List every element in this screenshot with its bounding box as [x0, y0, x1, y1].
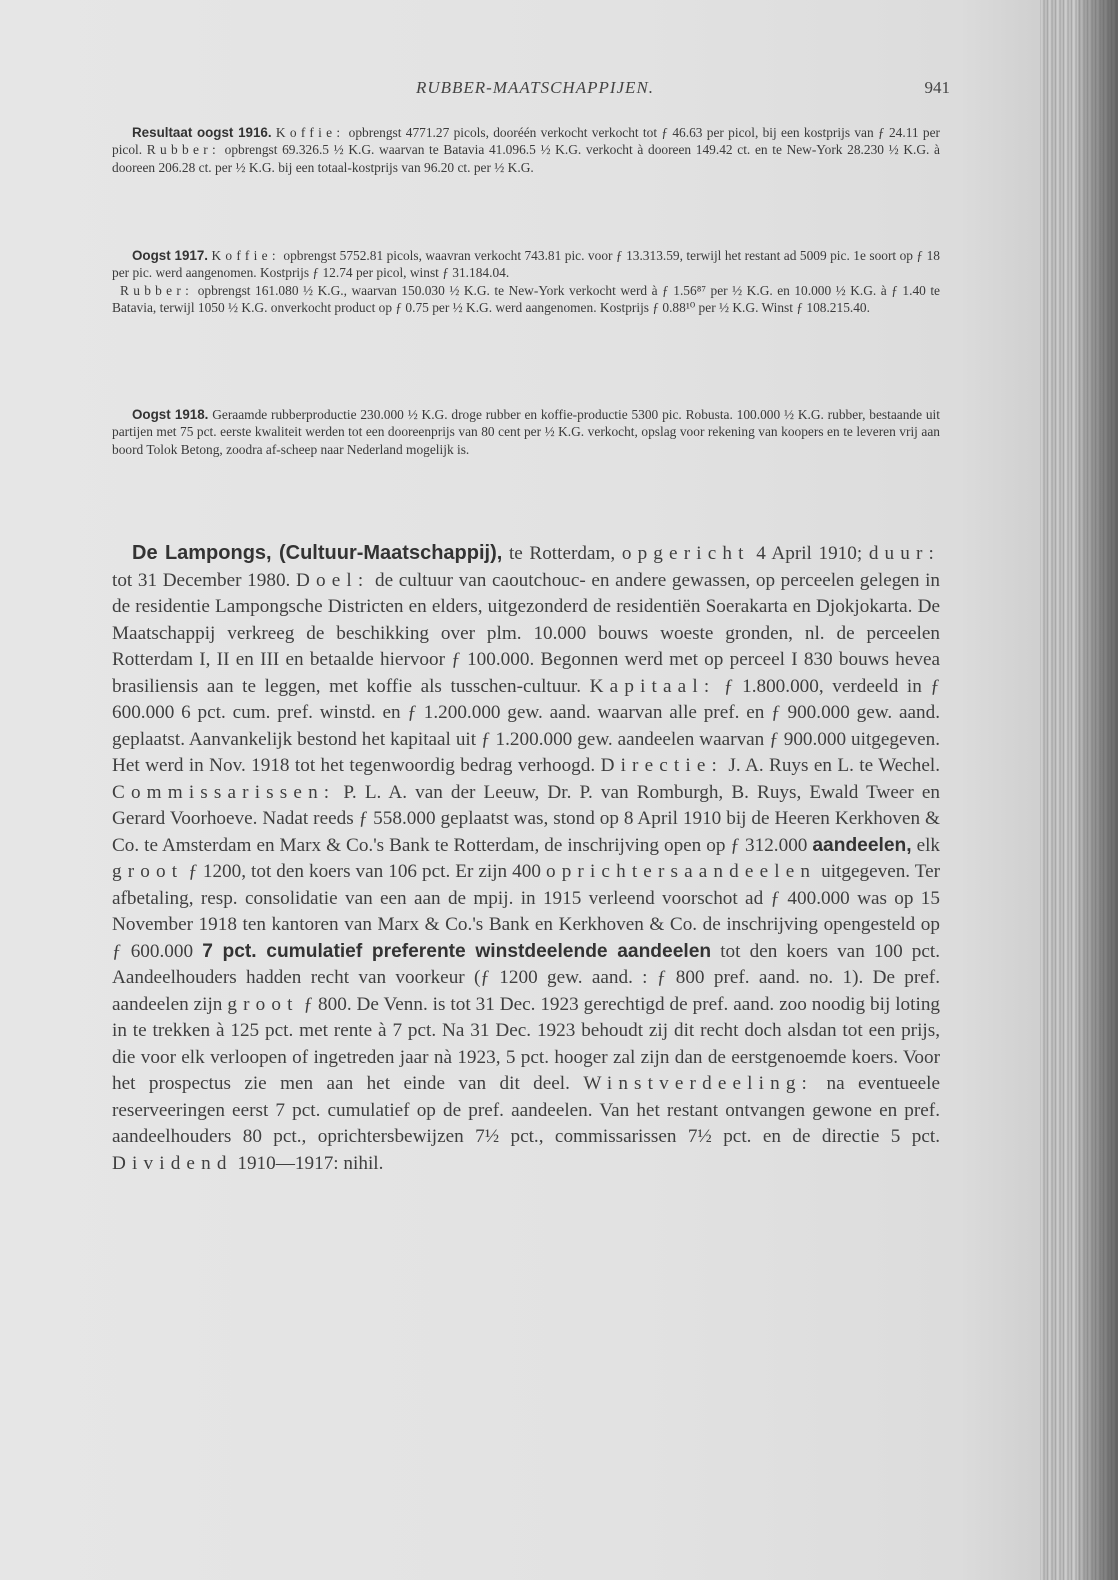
shares-bold: aandeelen,: [812, 834, 912, 856]
page-number: 941: [924, 78, 950, 97]
share-price-text: ƒ 1200, tot den koers van 106 pct. Er zijn 400: [188, 861, 541, 882]
harvest-1917-rubber-paragraph: [112, 282, 940, 317]
preferred-shares-bold: 7 pct. cumulatief preferente winstdeelende aandeelen: [202, 940, 712, 962]
harvest-1918-heading: Oogst 1918.: [132, 407, 209, 422]
harvest-1916-coffee-text: opbrengst 4771.27 picols, dooréén verkocht verkocht tot ƒ 46.63 per picol, bij een kostprijs van ƒ 24.11 per picol.: [112, 125, 940, 158]
label-rubber: Rubber:: [120, 282, 194, 298]
harvest-1918-paragraph: [112, 406, 940, 458]
profit-distribution-text: na eventueele reserveeringen eerst 7 pct. cumulatief op de pref. aandeelen. Van het restant ontvangen gewone en pref. aandeelhouders 80 pct., oprichtersbewijzen 7½ pct., commissarissen 7½ pct. en de directie 5 pct.: [112, 1073, 941, 1147]
harvest-1917-section: [112, 247, 940, 317]
label-directie: Directie:: [600, 755, 723, 776]
harvest-1918-section: [112, 406, 940, 458]
capital-text: ƒ 1.800.000, verdeeld in ƒ 600.000 6 pct. cum. pref. winstd. en ƒ 1.200.000 gew. aand. waarvan alle pref. en ƒ 900.000 gew. aand. geplaatst. Aanvankelijk bestond het kapitaal uit ƒ 1.200.000 gew. aandeelen waarvan ƒ 900.000 uitgegeven. Het werd in Nov. 1918 tot het tegenwoordig bedrag verhoogd.: [112, 675, 941, 776]
commissioners-text: P. L. A. van der Leeuw, Dr. P. van Romburgh, B. Ruys, Ewald Tweer en Gerard Voorhoeve. Nadat reeds ƒ 558.000 geplaatst was, stond op 8 April 1910 bij de Heeren Kerkhoven & Co. te Amsterdam en Marx & Co.'s Bank te Rotterdam, de inschrijving open op ƒ 312.000: [112, 781, 940, 856]
company-name: De Lampongs, (Cultuur-Maatschappij),: [132, 542, 503, 564]
page-edges: [1040, 0, 1118, 1580]
harvest-1918-text: Geraamde rubberproductie 230.000 ½ K.G. droge rubber en koffie-productie 5300 pic. Robusta. 100.000 ½ K.G. rubber, bestaande uit partijen met 75 pct. eerste kwaliteit werden tot een dooreenprijs van 80 cent per ½ K.G. verkocht, opslag voor rekening van koopers en te leveren vrij aan boord Tolok Betong, zoodra af-scheep naar Nederland mogelijk is.: [112, 407, 940, 457]
harvest-1917-rubber-text: opbrengst 161.080 ½ K.G., waarvan 150.030 ½ K.G. te New-York verkocht werd à ƒ 1.56⁸⁷ per ½ K.G. en 10.000 ½ K.G. à ƒ 1.40 te Batavia, terwijl 1050 ½ K.G. onverkocht product op ƒ 0.75 per ½ K.G. werd aangenomen. Kostprijs ƒ 0.88¹⁰ per ½ K.G. Winst ƒ 108.215.40.: [112, 282, 940, 316]
harvest-1917-coffee-paragraph: [112, 247, 940, 282]
preference-text: tot den koers van 100 pct. Aandeelhouders hadden recht van voorkeur (ƒ 1200 gew. aand. : ƒ 800 pref. aand. no. 1). De pref. aandeelen zijn: [112, 940, 941, 1015]
harvest-1916-heading: Resultaat oogst 1916.: [132, 125, 272, 140]
running-title: RUBBER-MAATSCHAPPIJEN.: [415, 78, 655, 97]
dividend-text: 1910—1917: nihil.: [237, 1152, 384, 1174]
founding-date: 4 April 1910;: [756, 543, 863, 564]
label-commissarissen: Commissarissen:: [112, 781, 336, 803]
label-doel: Doel:: [295, 569, 370, 591]
harvest-1916-section: [112, 124, 940, 176]
duration-text: tot 31 December 1980.: [112, 569, 291, 591]
label-koffie: Koffie:: [211, 248, 280, 263]
label-oprichtersaandeelen: oprichtersaandeelen: [545, 861, 817, 882]
label-dividend: Dividend: [112, 1152, 233, 1174]
harvest-1916-rubber-text: opbrengst 69.326.5 ½ K.G. waarvan te Batavia 41.096.5 ½ K.G. verkocht à dooreen 149.42 ct. en te New-York 28.230 ½ K.G. à dooreen 206.28 ct. per ½ K.G. bij een totaal-kostprijs van 96.20 ct. per ½ K.G.: [112, 142, 940, 175]
purpose-text: de cultuur van caoutchouc- en andere gewassen, op perceelen gelegen in de residentie Lampongsche Districten en elders, uitgezonderd de residentiën Soerakarta en Djokjokarta. De Maatschappij verkreeg de beschikking over plm. 10.000 bouws woeste gronden, nl. de perceelen Rotterdam I, II en III en betaalde hiervoor ƒ 100.000. Begonnen werd met op perceel I 830 bouws hevea brasiliensis aan te leggen, met koffie als tusschen-cultuur.: [112, 569, 941, 697]
company-paragraph: [112, 540, 940, 1177]
company-entry: [112, 540, 940, 1177]
harvest-1917-coffee-text: opbrengst 5752.81 picols, waavran verkocht 743.81 pic. voor ƒ 13.313.59, terwijl het restant ad 5009 pic. 1e soort op ƒ 18 per pic. werd aangenomen. Kostprijs ƒ 12.74 per picol, winst ƒ 31.184.04.: [112, 248, 940, 281]
harvest-1917-heading: Oogst 1917.: [132, 248, 209, 263]
company-location: te Rotterdam,: [508, 543, 616, 564]
label-groot: groot: [227, 993, 299, 1015]
running-head: [120, 78, 950, 104]
harvest-1916-paragraph: [112, 124, 940, 176]
label-kapitaal: Kapitaal:: [589, 675, 716, 697]
redemption-text: ƒ 800. De Venn. is tot 31 Dec. 1923 gerechtigd de pref. aand. zoo noodig bij loting in te trekken à 125 pct. met rente à 7 pct. Na 31 Dec. 1923 behoudt zij dit recht doch alsdan tot een prijs, die voor elk verloopen of ingetreden jaar nà 1923, 5 pct. hooger zal zijn dan de eerstgenoemde koers. Voor het prospectus zie men aan het einde van dit deel.: [112, 993, 941, 1094]
label-winstverdeeling: Winstverdeeling:: [583, 1073, 814, 1094]
subscription-text: uitgegeven. Ter afbetaling, resp. consolidatie van een aan de mpij. in 1915 verleend voorschot ad ƒ 400.000 was op 15 November 1918 ten kantoren van Marx & Co.'s Bank en Kerkhoven & Co. de inschrijving opengesteld op ƒ 600.000: [112, 861, 941, 962]
label-rubber: Rubber:: [146, 142, 220, 158]
label-duur: duur:: [868, 543, 941, 564]
label-opgericht: opgericht: [621, 543, 750, 564]
label-koffie: Koffie:: [275, 125, 345, 140]
directors-text: J. A. Ruys en L. te Wechel.: [728, 755, 941, 776]
text-elk: elk: [916, 834, 941, 856]
label-groot: groot: [112, 861, 184, 882]
